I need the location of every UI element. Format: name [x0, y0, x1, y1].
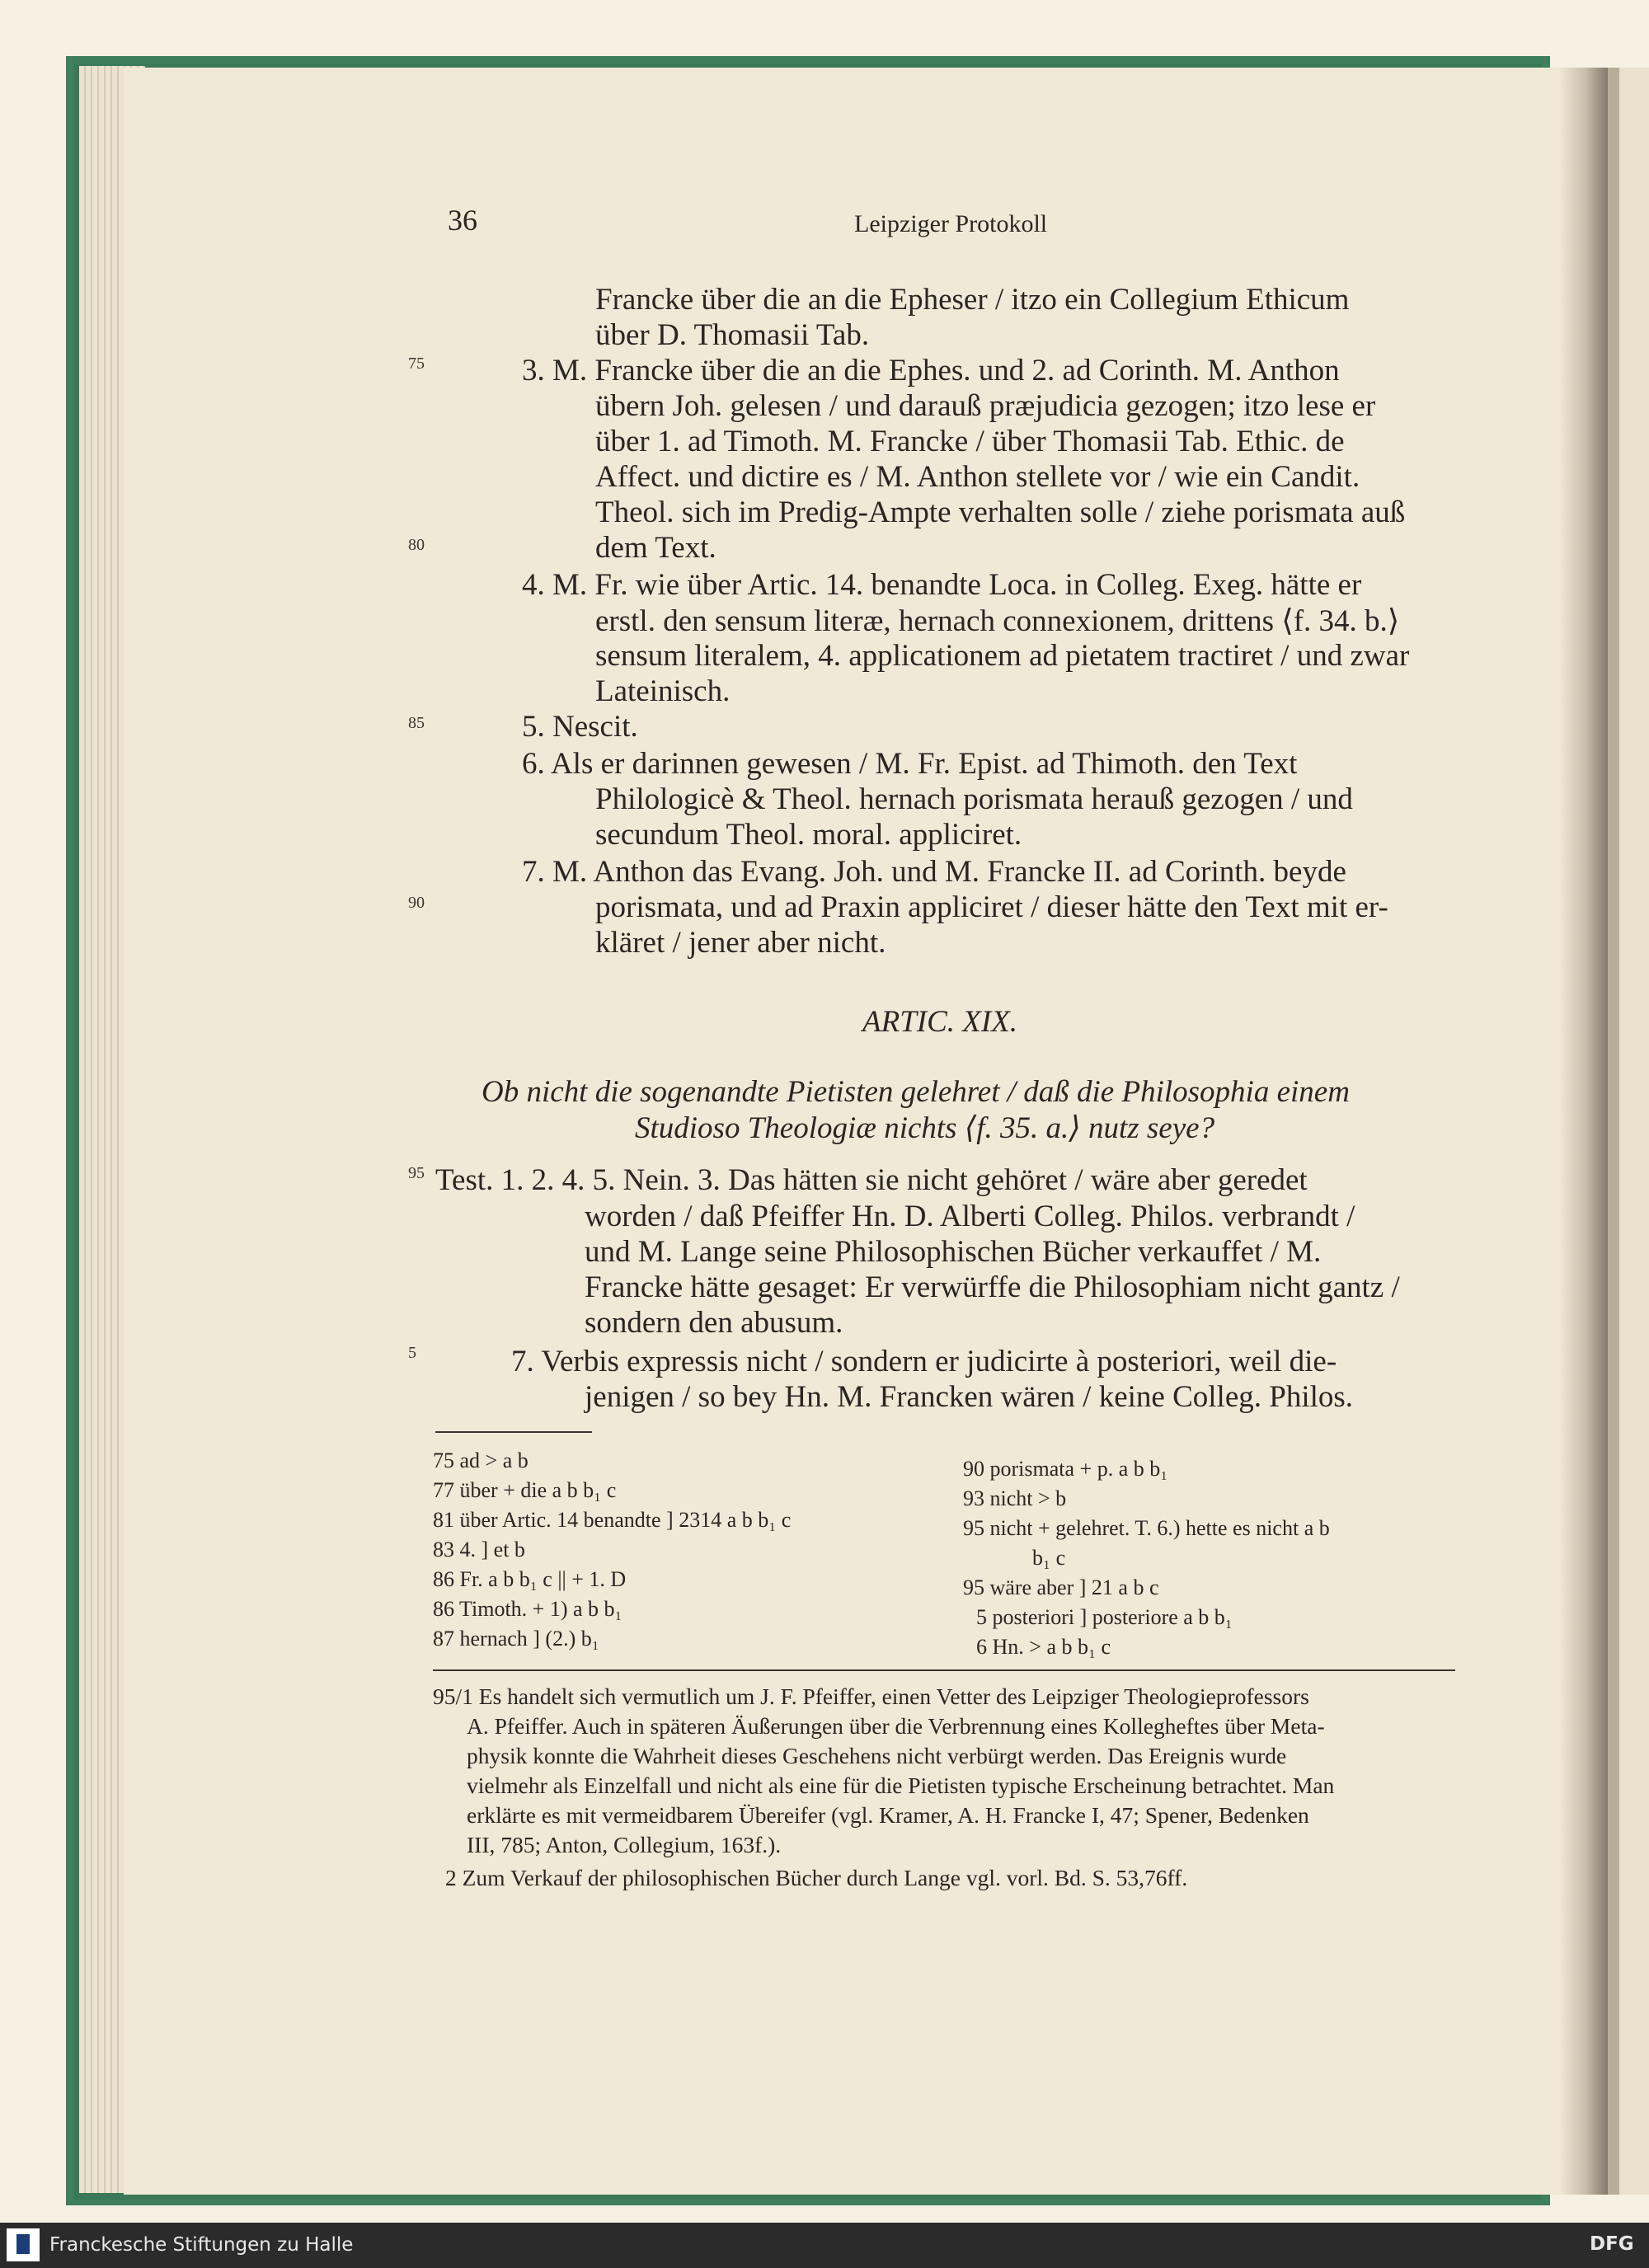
- page-number: 36: [448, 204, 477, 237]
- apparatus-entry: 95 nicht + gelehret. T. 6.) hette es nicht a b: [963, 1516, 1330, 1540]
- article-line: jenigen / so bey Hn. M. Francken wären / keine Colleg. Philos.: [585, 1380, 1354, 1414]
- footnote-line: A. Pfeiffer. Auch in späteren Äußerungen über die Verbrennung eines Kollegheftes über Meta-: [467, 1713, 1325, 1739]
- apparatus-entry: 5 posteriori ] posteriore a b b₁: [976, 1605, 1233, 1629]
- body-line: 3. M. Francke über die an die Ephes. und 2. ad Corinth. M. Anthon: [522, 354, 1340, 387]
- footnote-line: III, 785; Anton, Collegium, 163f.).: [467, 1832, 782, 1857]
- article-question: Studioso Theologiæ nichts ⟨f. 35. a.⟩ nutz seye?: [635, 1111, 1215, 1145]
- line-number: 75: [408, 355, 425, 373]
- line-number: 85: [408, 714, 425, 732]
- apparatus-rule: [435, 1431, 592, 1433]
- body-line: übern Joh. gelesen / und darauß præjudicia gezogen; itzo lese er: [595, 389, 1376, 423]
- body-line: 4. M. Fr. wie über Artic. 14. benandte Loca. in Colleg. Exeg. hätte er: [522, 568, 1362, 602]
- apparatus-entry: 87 hernach ] (2.) b₁: [433, 1627, 599, 1651]
- body-line: erstl. den sensum literæ, hernach connexionem, drittens ⟨f. 34. b.⟩: [595, 604, 1400, 638]
- apparatus-entry: 86 Fr. a b b₁ c || + 1. D: [433, 1567, 627, 1591]
- running-head: Leipziger Protokoll: [854, 210, 1048, 237]
- article-heading: ARTIC. XIX.: [862, 1005, 1018, 1039]
- body-line: 7. M. Anthon das Evang. Joh. und M. Francke II. ad Corinth. beyde: [522, 855, 1346, 889]
- article-line: 7. Verbis expressis nicht / sondern er judicirte à posteriori, weil die-: [511, 1345, 1337, 1378]
- body-line: über D. Thomasii Tab.: [595, 318, 870, 352]
- footnote-line: vielmehr als Einzelfall und nicht als eine für die Pietisten typische Erscheinung betrachtet. Man: [467, 1773, 1335, 1798]
- body-line: kläret / jener aber nicht.: [595, 926, 886, 960]
- dfg-logo: DFG: [1590, 2233, 1634, 2255]
- institution-logo-mark: [16, 2234, 30, 2254]
- article-line: sondern den abusum.: [585, 1306, 843, 1340]
- line-number: 95: [408, 1164, 425, 1182]
- footnote-line: erklärte es mit vermeidbarem Übereifer (vgl. Kramer, A. H. Francke I, 47; Spener, Bedenken: [467, 1802, 1309, 1828]
- apparatus-entry: 95 wäre aber ] 21 a b c: [963, 1575, 1159, 1599]
- article-line: und M. Lange seine Philosophischen Bücher verkauffet / M.: [585, 1235, 1322, 1269]
- body-line: Philologicè & Theol. hernach porismata herauß gezogen / und: [595, 782, 1353, 816]
- footnote-line: physik konnte die Wahrheit dieses Geschehens nicht verbürgt werden. Das Ereignis wurde: [467, 1743, 1287, 1768]
- article-line: worden / daß Pfeiffer Hn. D. Alberti Colleg. Philos. verbrandt /: [585, 1200, 1355, 1233]
- body-line: Francke über die an die Epheser / itzo ein Collegium Ethicum: [595, 283, 1350, 317]
- apparatus-entry: 90 porismata + p. a b b₁: [963, 1457, 1168, 1481]
- body-line: Lateinisch.: [595, 674, 731, 708]
- apparatus-entry: 81 über Artic. 14 benandte ] 2314 a b b₁ c: [433, 1508, 792, 1532]
- footnote-line: 95/1 Es handelt sich vermutlich um J. F. Pfeiffer, einen Vetter des Leipziger Theologieprofessors: [433, 1683, 1309, 1709]
- page-gutter-shadow: [1558, 68, 1608, 2195]
- line-number: 5: [408, 1344, 416, 1362]
- body-line: Affect. und dictire es / M. Anthon stellete vor / wie ein Candit.: [595, 460, 1360, 494]
- body-line: porismata, und ad Praxin appliciret / dieser hätte den Text mit er-: [595, 890, 1388, 924]
- footer-institution-link[interactable]: Franckesche Stiftungen zu Halle: [49, 2234, 354, 2256]
- body-line: Theol. sich im Predig-Ampte verhalten solle / ziehe porismata auß: [595, 495, 1406, 529]
- article-line: Francke hätte gesaget: Er verwürffe die Philosophiam nicht gantz /: [585, 1270, 1400, 1304]
- apparatus-entry: b₁ c: [1032, 1546, 1066, 1570]
- footnote-rule: [433, 1669, 1455, 1671]
- body-line: 5. Nescit.: [522, 710, 638, 744]
- line-number: 80: [408, 536, 425, 554]
- body-line: über 1. ad Timoth. M. Francke / über Thomasii Tab. Ethic. de: [595, 425, 1345, 458]
- facing-page-shade: [1608, 68, 1619, 2195]
- apparatus-entry: 93 nicht > b: [963, 1486, 1067, 1510]
- apparatus-entry: 83 4. ] et b: [433, 1538, 525, 1561]
- article-question: Ob nicht die sogenandte Pietisten gelehret / daß die Philosophia einem: [482, 1075, 1350, 1109]
- line-number: 90: [408, 894, 425, 912]
- apparatus-entry: 75 ad > a b: [433, 1449, 529, 1472]
- body-line: dem Text.: [595, 531, 716, 565]
- apparatus-entry: 6 Hn. > a b b₁ c: [976, 1635, 1111, 1659]
- article-line: Test. 1. 2. 4. 5. Nein. 3. Das hätten sie nicht gehöret / wäre aber geredet: [435, 1163, 1308, 1197]
- body-line: secundum Theol. moral. appliciret.: [595, 818, 1022, 852]
- footnote-line: 2 Zum Verkauf der philosophischen Bücher durch Lange vgl. vorl. Bd. S. 53,76ff.: [445, 1865, 1188, 1890]
- apparatus-entry: 77 über + die a b b₁ c: [433, 1478, 617, 1502]
- body-line: sensum literalem, 4. applicationem ad pietatem tractiret / und zwar: [595, 639, 1410, 673]
- apparatus-entry: 86 Timoth. + 1) a b b₁: [433, 1597, 622, 1621]
- body-line: 6. Als er darinnen gewesen / M. Fr. Epist. ad Thimoth. den Text: [522, 747, 1298, 781]
